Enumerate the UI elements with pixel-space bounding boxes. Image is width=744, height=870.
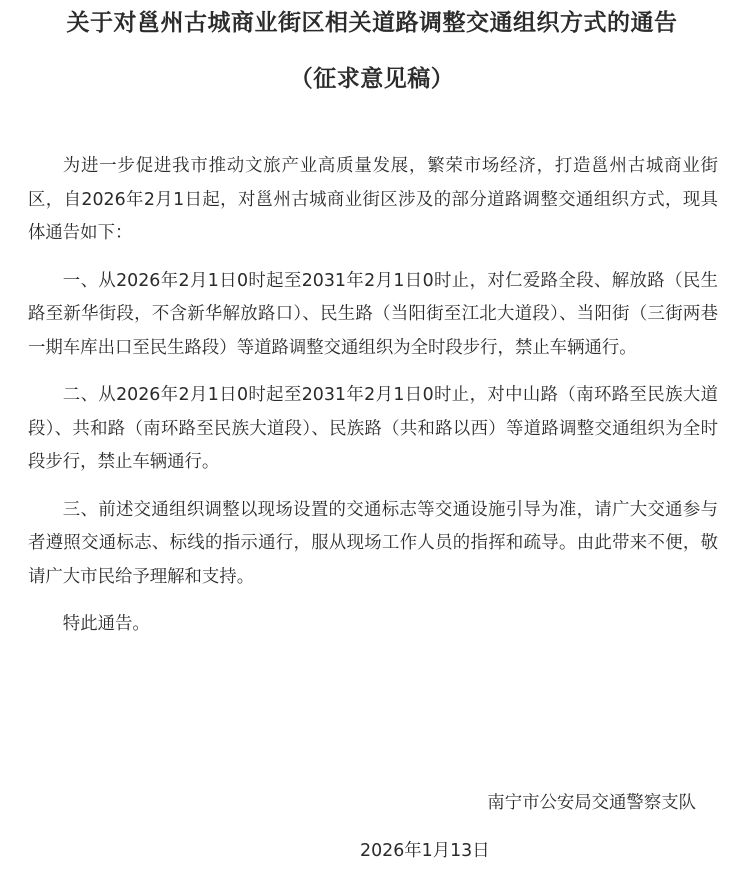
- notice-subtitle: （征求意见稿）: [289, 66, 455, 92]
- paragraph-item-3: 三、前述交通组织调整以现场设置的交通标志等交通设施引导为准，请广大交通参与者遵照交通标志、标线的指示通行，服从现场工作人员的指挥和疏导。由此带来不便，敬请广大市民给予理解和支持。: [28, 499, 718, 587]
- paragraph-item-2: 二、从2026年2月1日0时起至2031年2月1日0时止，对中山路（南环路至民族大道段）、共和路（南环路至民族大道段）、民族路（共和路以西）等道路调整交通组织为全时段步行，禁止车辆通行。: [28, 385, 718, 472]
- issuer-signature: 南宁市公安局交通警察支队: [487, 793, 696, 813]
- issue-date: 2026年1月13日: [360, 841, 490, 861]
- notice-body: [28, 150, 718, 656]
- notice-title: 关于对邕州古城商业街区相关道路调整交通组织方式的通告: [66, 10, 678, 36]
- paragraph-intro: 为进一步促进我市推动文旅产业高质量发展，繁荣市场经济，打造邕州古城商业街区，自2026年2月1日起，对邕州古城商业街区涉及的部分道路调整交通组织方式，现具体通告如下：: [28, 156, 718, 243]
- paragraph-item-1: 一、从2026年2月1日0时起至2031年2月1日0时止，对仁爱路全段、解放路（民生路至新华街段，不含新华解放路口）、民生路（当阳街至江北大道段）、当阳街（三街两巷一期车库出口至民生路段）等道路调整交通组织为全时段步行，禁止车辆通行。: [28, 270, 718, 358]
- paragraph-closing: 特此通告。: [62, 614, 150, 634]
